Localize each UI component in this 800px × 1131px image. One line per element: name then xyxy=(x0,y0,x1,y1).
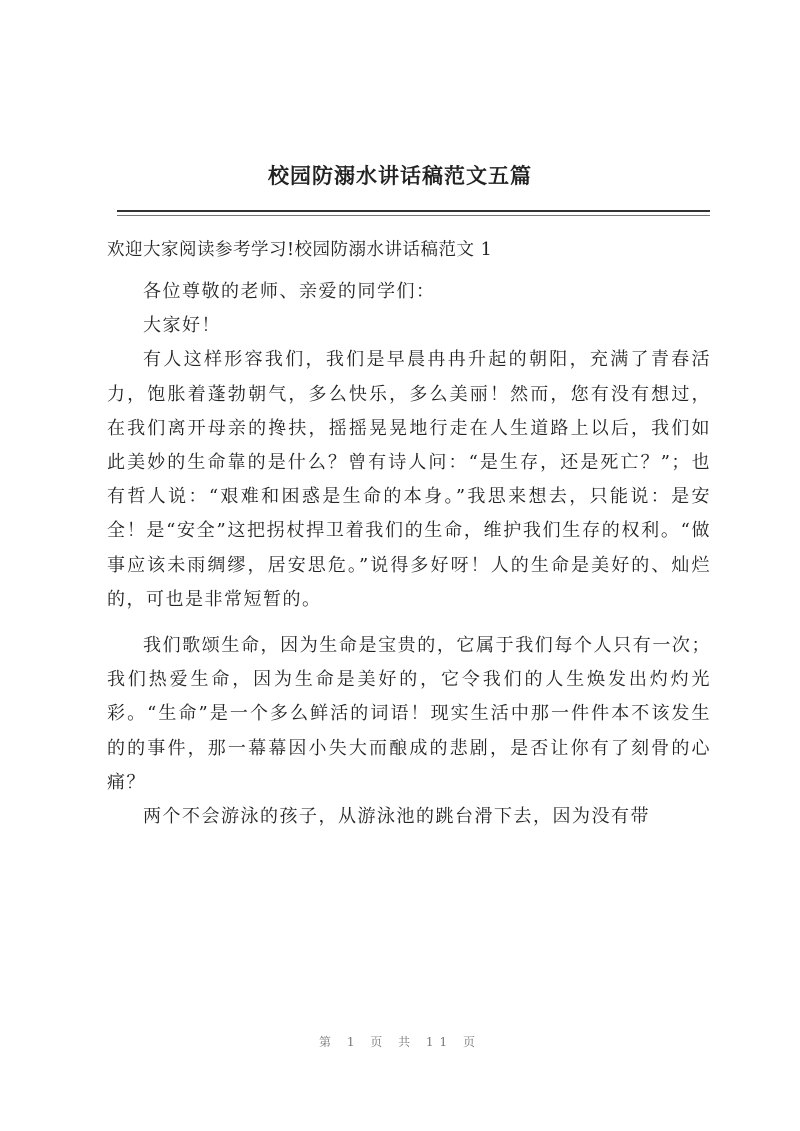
paragraph-body: 有人这样形容我们，我们是早晨冉冉升起的朝阳，充满了青春活力，饱胀着蓬勃朝气，多么快乐，多么美丽！然而，您有没有想过，在我们离开母亲的搀扶，摇摇晃晃地行走在人生道路上以后，我们如此美妙的生命靠的是什么？曾有诗人问：“是生存，还是死亡？”；也有哲人说：“艰难和困惑是生命的本身。”我思来想去，只能说：是安全！是“安全”这把拐杖捍卫着我们的生命，维护我们生存的权利。“做事应该未雨绸缪，居安思危。”说得多好呀！人的生命是美好的、灿烂的，可也是非常短暂的。 xyxy=(107,349,711,610)
intro-line: 欢迎大家阅读参考学习!校园防溺水讲话稿范文 1 xyxy=(107,240,493,260)
document-title: 校园防溺水讲话稿范文五篇 xyxy=(268,163,532,188)
paragraph-greeting: 大家好！ xyxy=(143,315,221,337)
page-number-footer: 第 1 页 共 11 页 xyxy=(319,1035,481,1049)
paragraph-body: 我们歌颂生命，因为生命是宝贵的，它属于我们每个人只有一次；我们热爱生命，因为生命是美好的，它令我们的人生焕发出灼灼光彩。“生命”是一个多么鲜活的词语！现实生活中那一件件本不该发生的的事件，那一幕幕因小失大而酿成的悲剧，是否让你有了刻骨的心痛？ xyxy=(107,635,711,793)
title-divider-thick xyxy=(117,210,710,212)
paragraph-salutation: 各位尊敬的老师、亲爱的同学们： xyxy=(143,281,436,302)
document-body xyxy=(107,275,711,834)
paragraph-body: 两个不会游泳的孩子，从游泳池的跳台滑下去，因为没有带 xyxy=(143,806,650,828)
title-divider-thin xyxy=(117,215,710,216)
